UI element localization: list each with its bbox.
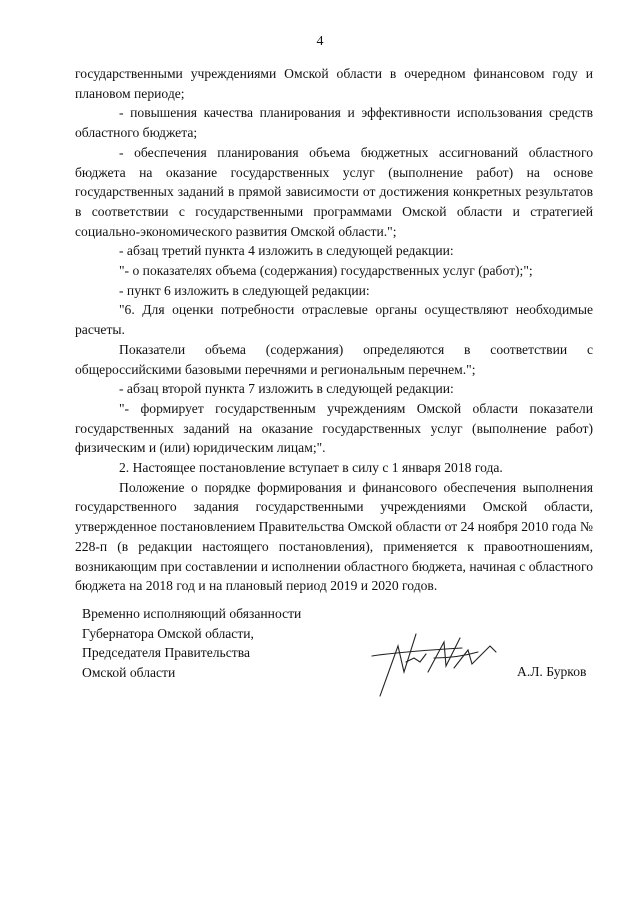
signatory-position-line: Временно исполняющий обязанности (82, 606, 302, 621)
document-body (75, 64, 593, 596)
paragraph: Положение о порядке формирования и финансового обеспечения выполнения государственного задания государственными учреждениями Омской области, утвержденное постановлением Правительства Омской области от 24 ноября 2010 года № 228-п (в редакции настоящего постановления), применяется к правоотношениям, возникающим при составлении и исполнении областного бюджета, начиная с областного бюджета на 2018 год и на плановый период 2019 и 2020 годов. (75, 479, 593, 594)
paragraph: - пункт 6 изложить в следующей редакции: (119, 282, 370, 298)
signatory-position-line: Омской области (82, 664, 176, 680)
paragraph: "- формирует государственным учреждениям Омской области показатели государственных заданий на оказание государственных услуг (выполнение работ) физическим и (или) юридическим лицам;". (75, 400, 593, 456)
signatory-position-line: Губернатора Омской области, (82, 625, 254, 641)
paragraph: 2. Настоящее постановление вступает в силу с 1 января 2018 года. (119, 460, 503, 476)
page-number: 4 (316, 34, 324, 49)
paragraph: - обеспечения планирования объема бюджетных ассигнований областного бюджета на оказание государственных услуг (выполнение работ) на основе государственных заданий в прямой зависимости от достижения конкретных результатов в соответствии с государственными программами Омской области и стратегией социально-экономического развития Омской области."; (75, 144, 593, 239)
paragraph: - абзац третий пункта 4 изложить в следующей редакции: (119, 243, 454, 259)
paragraph: государственными учреждениями Омской области в очередном финансовом году и плановом периоде; (75, 66, 593, 101)
paragraph: Показатели объема (содержания) определяются в соответствии с общероссийскими базовыми перечнями и региональным перечнем."; (75, 341, 593, 377)
handwritten-signature (368, 628, 508, 700)
paragraph: - абзац второй пункта 7 изложить в следующей редакции: (119, 381, 454, 397)
signatory-position-line: Председателя Правительства (82, 645, 250, 660)
paragraph: "6. Для оценки потребности отраслевые органы осуществляют необходимые расчеты. (75, 302, 593, 338)
paragraph: - повышения качества планирования и эффективности использования средств областного бюджета; (75, 105, 593, 141)
signatory-name: А.Л. Бурков (517, 664, 587, 679)
paragraph: "- о показателях объема (содержания) государственных услуг (работ);"; (119, 263, 533, 279)
